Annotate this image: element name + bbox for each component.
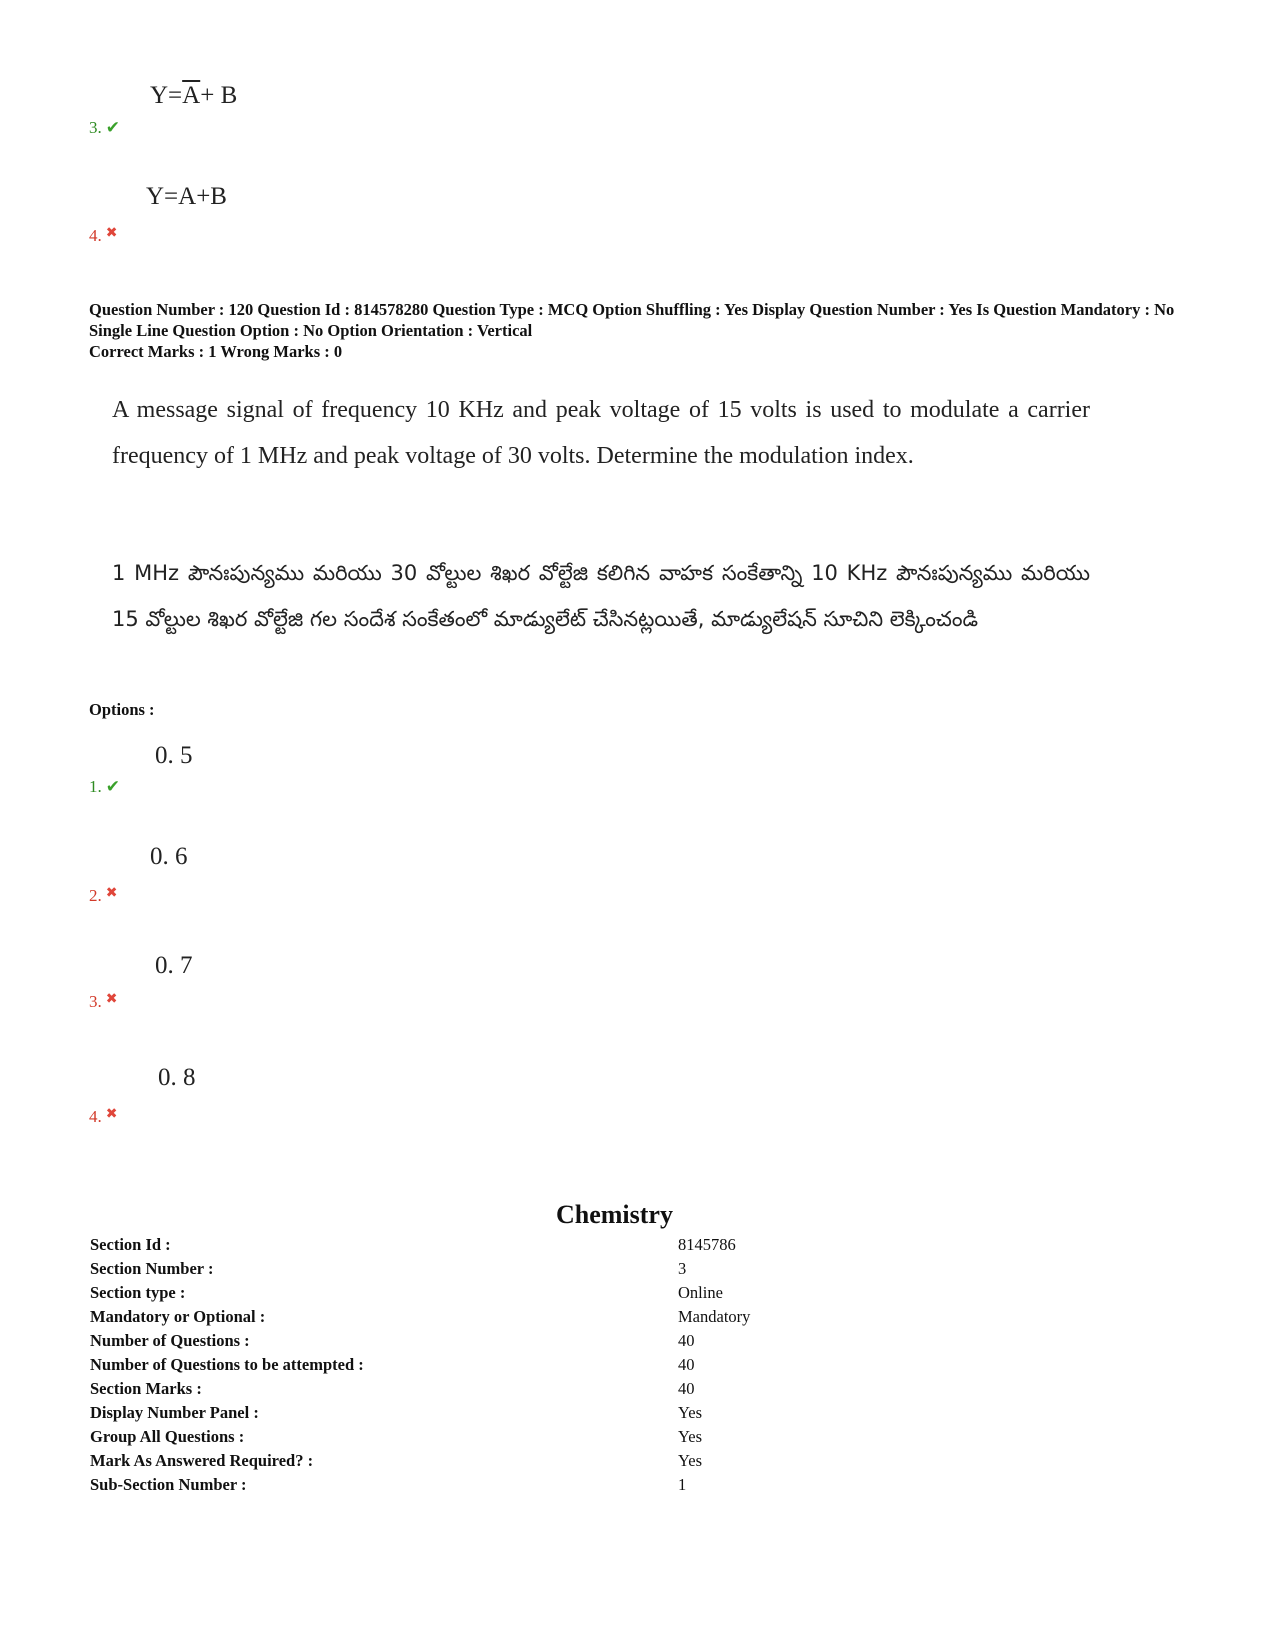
- section-row-value: 8145786: [678, 1235, 736, 1254]
- section-row-key: Sub-Section Number :: [90, 1475, 247, 1494]
- option-number: 1.: [89, 777, 102, 796]
- section-row-value: Yes: [678, 1427, 703, 1446]
- option-number: 2.: [89, 886, 102, 905]
- option-3-value: 0. 7: [155, 952, 193, 979]
- question-marks: Correct Marks : 1 Wrong Marks : 0: [89, 342, 343, 361]
- section-row-value: Yes: [678, 1451, 703, 1470]
- section-row: [90, 1307, 990, 1331]
- section-row: [90, 1235, 990, 1259]
- expr-overlined: $\overline{A}$: [182, 82, 201, 109]
- section-row-key: Number of Questions :: [90, 1331, 250, 1350]
- section-row-key: Number of Questions to be attempted :: [90, 1355, 364, 1374]
- section-row-value: Yes: [678, 1403, 703, 1422]
- section-title: Chemistry: [556, 1200, 673, 1229]
- option-2-value: 0. 6: [150, 843, 188, 870]
- check-icon: ✔: [105, 118, 120, 137]
- section-row: [90, 1427, 990, 1451]
- option-number: 4.: [89, 1107, 102, 1126]
- section-row: [90, 1283, 990, 1307]
- question-text-telugu: 1 MHz పౌనఃపున్యము మరియు 30 వోల్టుల శిఖర వోల్టేజి కలిగిన వాహక సంకేతాన్ని 10 KHz పౌనఃపున్యము మరియు 15 వోల్టుల శిఖర వోల్టేజి గల సందేశ సంకేతంలో మాడ్యులేట్ చేసినట్లయితే, మాడ్యులేషన్ సూచిని లెక్కించండి: [112, 561, 1090, 631]
- section-row: [90, 1475, 990, 1499]
- section-row-value: 40: [678, 1355, 695, 1374]
- option-4-number: [89, 1106, 117, 1127]
- section-row-key: Section Number :: [90, 1259, 214, 1278]
- section-row-value: Mandatory: [678, 1307, 751, 1326]
- prev-option-3-number: [89, 118, 120, 138]
- section-row-value: 3: [678, 1259, 687, 1278]
- section-row-value: Online: [678, 1283, 723, 1302]
- section-row: [90, 1331, 990, 1355]
- section-row-value: 40: [678, 1331, 695, 1350]
- options-label: Options :: [89, 700, 155, 719]
- section-row: [90, 1451, 990, 1475]
- option-2-number: [89, 885, 117, 906]
- section-row-key: Section type :: [90, 1283, 186, 1302]
- option-number: 3.: [89, 118, 102, 137]
- section-row: [90, 1259, 990, 1283]
- section-row: [90, 1355, 990, 1379]
- section-row-value: 40: [678, 1379, 695, 1398]
- check-icon: ✔: [105, 777, 120, 796]
- option-number: 3.: [89, 992, 102, 1011]
- cross-icon: ✖: [105, 886, 118, 901]
- expr-prefix: Y=: [150, 82, 183, 109]
- prev-option-3-expression: [150, 82, 237, 110]
- cross-icon: ✖: [105, 1107, 118, 1122]
- prev-option-4-number: [89, 225, 117, 246]
- option-3-number: [89, 991, 117, 1012]
- option-1-number: [89, 777, 120, 797]
- section-row-key: Display Number Panel :: [90, 1403, 259, 1422]
- prev-option-4-expression: Y=A+B: [146, 183, 227, 210]
- expr-suffix: + B: [200, 82, 238, 109]
- cross-icon: ✖: [105, 226, 118, 241]
- section-row-key: Group All Questions :: [90, 1427, 245, 1446]
- option-1-value: 0. 5: [155, 742, 193, 769]
- section-row: [90, 1403, 990, 1427]
- section-row-key: Section Marks :: [90, 1379, 202, 1398]
- section-row-key: Section Id :: [90, 1235, 171, 1254]
- option-number: 4.: [89, 226, 102, 245]
- section-row-key: Mandatory or Optional :: [90, 1307, 266, 1326]
- section-row: [90, 1379, 990, 1403]
- question-meta: Question Number : 120 Question Id : 814578280 Question Type : MCQ Option Shuffling : Yes Display Question Number : Yes Is Question Mandatory : No Single Line Question Option : No Option Orientation : Vertical: [89, 300, 1175, 340]
- option-4-value: 0. 8: [158, 1064, 196, 1091]
- section-row-value: 1: [678, 1475, 687, 1494]
- question-text-english: A message signal of frequency 10 KHz and peak voltage of 15 volts is used to modulate a carrier frequency of 1 MHz and peak voltage of 30 volts. Determine the modulation index.: [112, 397, 1090, 469]
- section-row-key: Mark As Answered Required? :: [90, 1451, 314, 1470]
- cross-icon: ✖: [105, 992, 118, 1007]
